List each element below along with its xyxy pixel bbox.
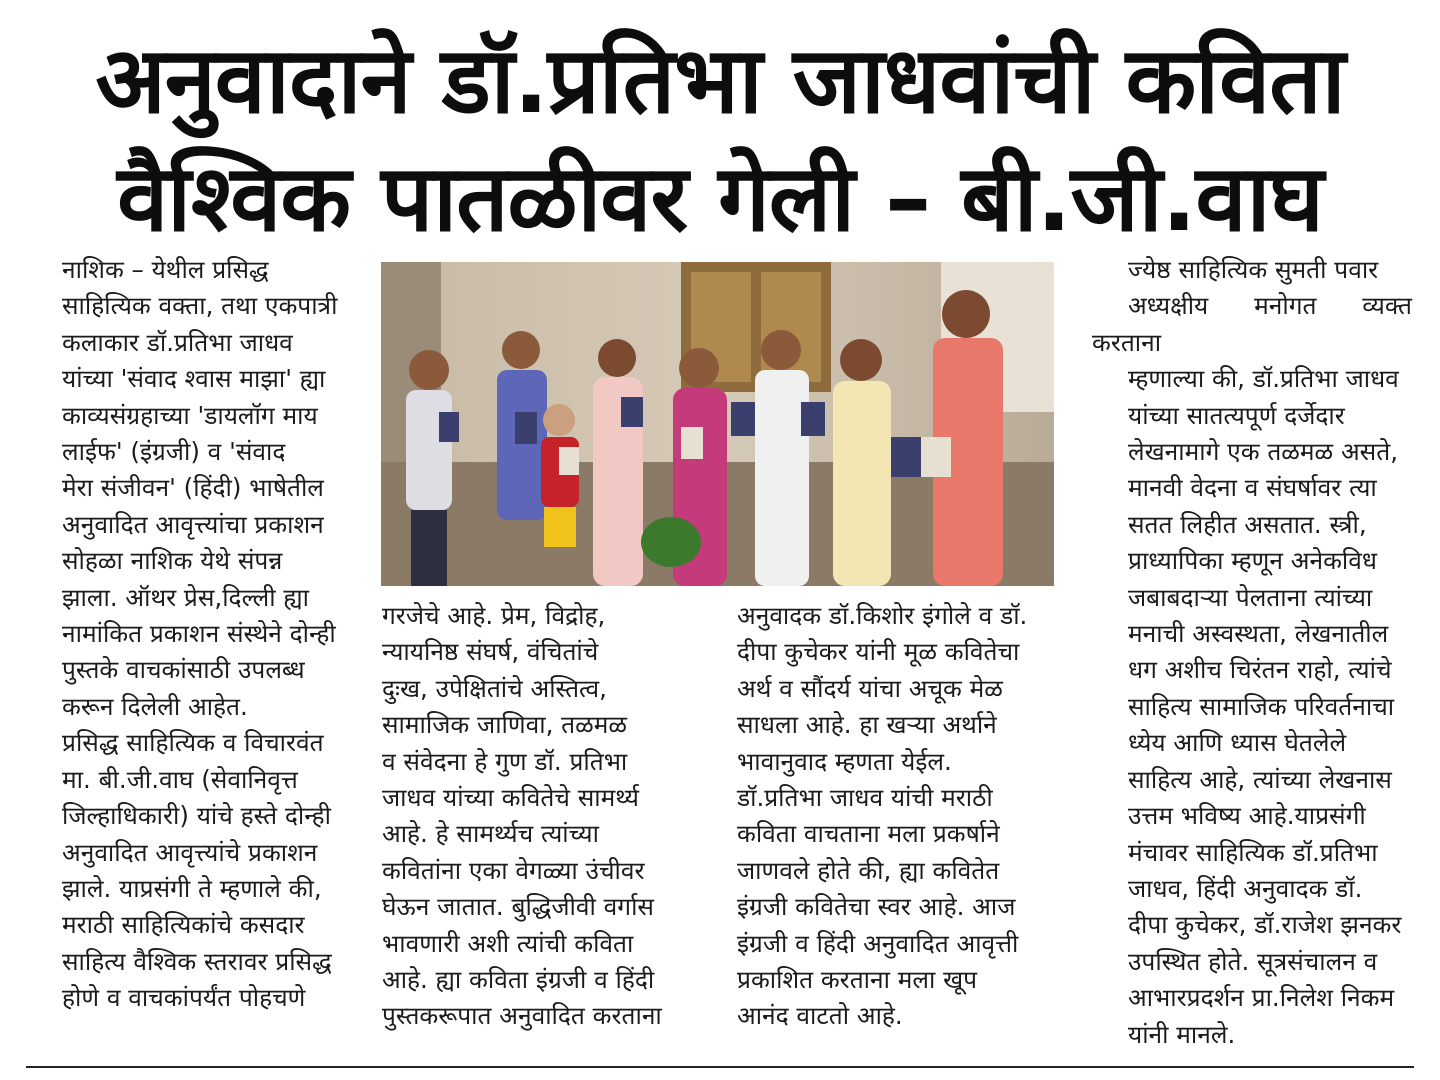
text-line: लाईफ' (इंग्रजी) व 'संवाद xyxy=(62,437,286,467)
text-line: मानवी वेदना व संघर्षावर त्या xyxy=(1128,473,1377,503)
text-line: इंग्रजी कवितेचा स्वर आहे. आज xyxy=(737,892,1016,922)
article-column-2 xyxy=(382,598,702,1035)
text-line: दुःख, उपेक्षितांचे अस्तित्व, xyxy=(382,673,607,703)
article-column-1 xyxy=(26,252,346,1017)
text-line: यांनी मानले. xyxy=(1128,1019,1236,1049)
text-line: आहे. हे सामर्थ्यच त्यांच्या xyxy=(382,819,599,849)
text-line: दीपा कुचेकर यांनी मूळ कवितेचा xyxy=(737,637,1020,667)
text-line: प्रसिद्ध साहित्यिक व विचारवंत xyxy=(62,728,324,758)
text-line: प्राध्यापिका म्हणून अनेकविध xyxy=(1128,546,1377,576)
text-line: घेऊन जातात. बुद्धिजीवी वर्गास xyxy=(382,892,654,922)
paragraph-2 xyxy=(26,725,346,1016)
text-line: मंचावर साहित्यिक डॉ.प्रतिभा xyxy=(1128,837,1378,867)
text-line: अनुवादित आवृत्त्यांचे प्रकाशन xyxy=(62,837,318,867)
text-line: जाणवले होते की, ह्या कवितेत xyxy=(737,855,1000,885)
text-line: जाधव यांच्या कवितेचे सामर्थ्य xyxy=(382,783,639,813)
text-line: अर्थ व सौंदर्य यांचा अचूक मेळ xyxy=(737,673,1003,703)
text-line: करून दिलेली आहेत. xyxy=(62,691,248,721)
event-photo xyxy=(381,262,1054,586)
text-line: जाधव, हिंदी अनुवादक डॉ. xyxy=(1128,873,1363,903)
text-line: आनंद वाटतो आहे. xyxy=(737,1001,903,1031)
bottom-rule xyxy=(26,1066,1414,1068)
text-line: नामांकित प्रकाशन संस्थेने दोन्ही xyxy=(62,619,336,649)
text-line: झाले. याप्रसंगी ते म्हणाले की, xyxy=(62,873,322,903)
text-line: यांच्या सातत्यपूर्ण दर्जेदार xyxy=(1128,400,1345,430)
text-line: कवितांना एका वेगळ्या उंचीवर xyxy=(382,855,645,885)
text-line: इंग्रजी व हिंदी अनुवादित आवृत्ती xyxy=(737,928,1019,958)
text-line: सोहळा नाशिक येथे संपन्न xyxy=(62,546,283,576)
text-line: साहित्य वैश्विक स्तरावर प्रसिद्ध xyxy=(62,946,332,976)
text-line: अनुवादक डॉ.किशोर इंगोले व डॉ. xyxy=(737,601,1028,630)
text-line: लेखनामागे एक तळमळ असते, xyxy=(1128,437,1399,467)
text-line: मा. बी.जी.वाघ (सेवानिवृत्त xyxy=(62,764,298,794)
text-line: व संवेदना हे गुण डॉ. प्रतिभा xyxy=(382,746,628,776)
text-line: मेरा संजीवन' (हिंदी) भाषेतील xyxy=(62,473,324,503)
text-line: साहित्य आहे, त्यांच्या लेखनास xyxy=(1128,764,1392,794)
text-line: आहे. ह्या कविता इंग्रजी व हिंदी xyxy=(382,965,655,995)
text-line: कविता वाचताना मला प्रकर्षाने xyxy=(737,819,1000,849)
text-line: भावणारी अशी त्यांची कविता xyxy=(382,928,634,958)
text-line: अध्यक्षीय मनोगत व्यक्त करताना xyxy=(1092,291,1412,357)
text-line: होणे व वाचकांपर्यंत पोहचणे xyxy=(62,983,306,1013)
text-line: जिल्हाधिकारी) यांचे हस्ते दोन्ही xyxy=(62,801,331,831)
article-column-4 xyxy=(1092,252,1412,1053)
text-line: उपस्थित होते. सूत्रसंचालन व xyxy=(1128,946,1378,976)
text-line: साधला आहे. हा खऱ्या अर्थाने xyxy=(737,710,997,740)
text-line: प्रकाशित करताना मला खूप xyxy=(737,965,978,995)
text-line: यांच्या 'संवाद श्वास माझा' ह्या xyxy=(62,364,326,394)
text-line: पुस्तकरूपात अनुवादित करताना xyxy=(382,1001,662,1031)
text-line: अनुवादित आवृत्त्यांचा प्रकाशन xyxy=(62,509,324,539)
text-line: डॉ.प्रतिभा जाधव यांची मराठी xyxy=(737,783,993,813)
text-line: काव्यसंग्रहाच्या 'डायलॉग माय xyxy=(62,400,318,430)
headline-line-1: अनुवादाने डॉ.प्रतिभा जाधवांची कविता xyxy=(95,27,1345,134)
text-line: न्यायनिष्ठ संघर्ष, वंचितांचे xyxy=(382,637,599,667)
paragraph-1 xyxy=(26,252,346,725)
text-line: ज्येष्ठ साहित्यिक सुमती पवार xyxy=(1128,255,1379,284)
text-line: धग अशीच चिरंतन राहो, त्यांचे xyxy=(1128,655,1392,685)
event-photo-illustration xyxy=(381,262,1054,586)
text-line: दीपा कुचेकर, डॉ.राजेश झनकर xyxy=(1128,910,1402,940)
paragraph xyxy=(382,598,702,1035)
article-column-3 xyxy=(737,598,1057,1035)
text-line: सामाजिक जाणिवा, तळमळ xyxy=(382,710,628,740)
text-line: सतत लिहीत असतात. स्त्री, xyxy=(1128,509,1367,539)
text-line: साहित्यिक वक्ता, तथा एकपात्री xyxy=(62,291,338,321)
text-line: आभारप्रदर्शन प्रा.निलेश निकम xyxy=(1128,983,1395,1013)
text-line: उत्तम भविष्य आहे.याप्रसंगी xyxy=(1128,801,1366,831)
text-line: ध्येय आणि ध्यास घेतलेले xyxy=(1128,728,1347,758)
headline-line-2: वैश्विक पातळीवर गेली – बी.जी.वाघ xyxy=(117,145,1323,252)
text-line: कलाकार डॉ.प्रतिभा जाधव xyxy=(62,327,293,357)
text-line: झाला. ऑथर प्रेस,दिल्ली ह्या xyxy=(62,582,309,612)
text-line: म्हणाल्या की, डॉ.प्रतिभा जाधव xyxy=(1128,364,1399,394)
text-line: जबाबदाऱ्या पेलताना त्यांच्या xyxy=(1128,582,1373,612)
text-line: मनाची अस्वस्थता, लेखनातील xyxy=(1128,619,1389,649)
text-line: साहित्य सामाजिक परिवर्तनाचा xyxy=(1128,691,1395,721)
text-line: पुस्तके वाचकांसाठी उपलब्ध xyxy=(62,655,305,685)
paragraph xyxy=(737,598,1057,1035)
text-line: भावानुवाद म्हणता येईल. xyxy=(737,746,952,776)
paragraph xyxy=(1092,252,1412,1053)
text-line: नाशिक – येथील प्रसिद्ध xyxy=(62,255,269,284)
text-line: मराठी साहित्यिकांचे कसदार xyxy=(62,910,305,940)
text-line: गरजेचे आहे. प्रेम, विद्रोह, xyxy=(382,601,606,630)
